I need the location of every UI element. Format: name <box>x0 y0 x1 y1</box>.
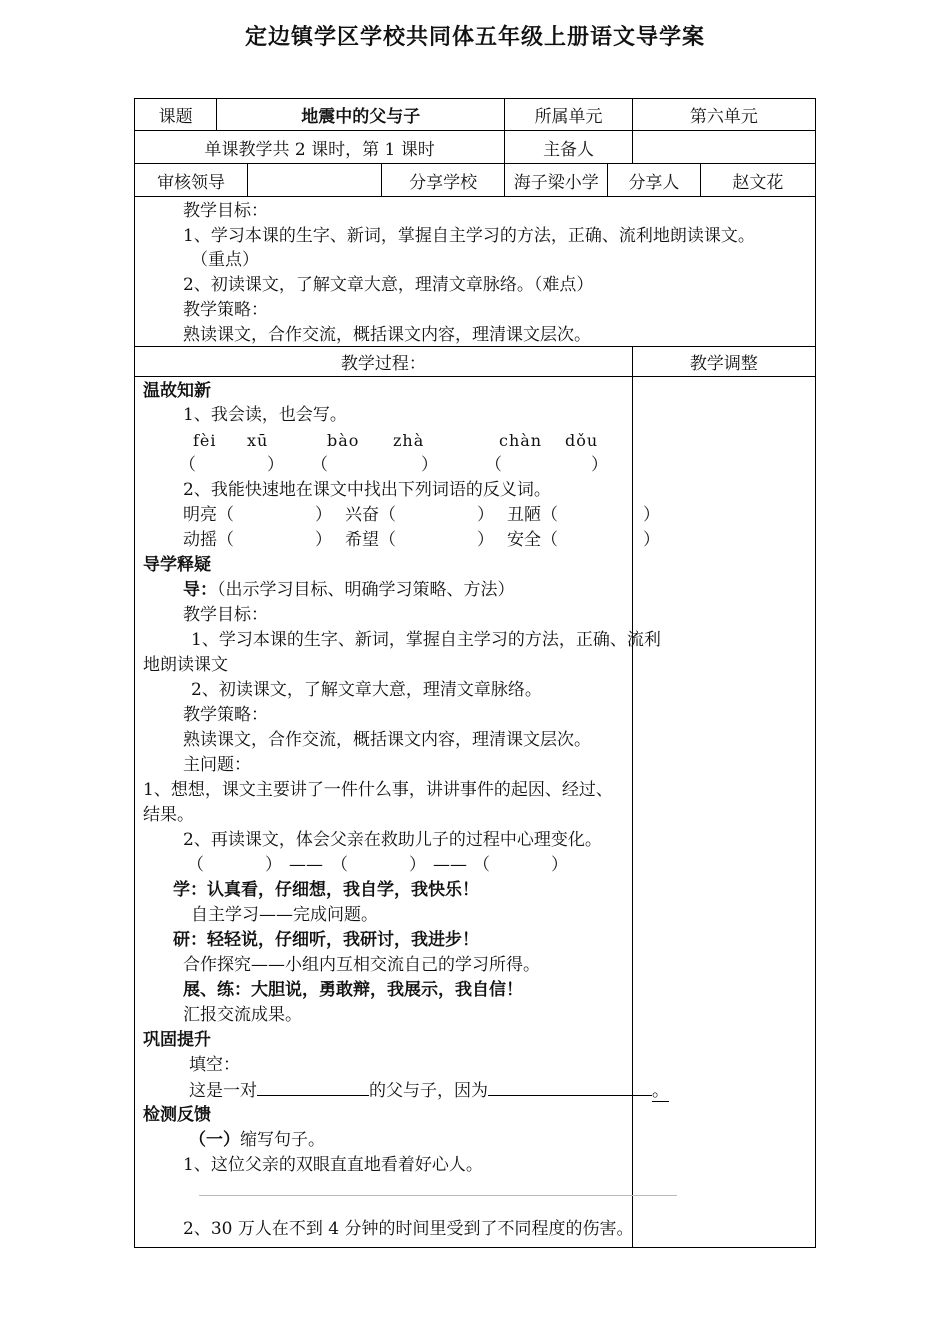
test-sub-1-label: （一） <box>189 1130 240 1150</box>
review-item-1: 1、我会读，也会写。 <box>183 405 347 425</box>
blank-open-2: （ <box>311 455 328 475</box>
guide-strategy-text: 熟读课文，合作交流，概括课文内容，理清课文层次。 <box>183 730 591 750</box>
unit-label: 所属单元 <box>505 99 633 131</box>
guide-text: （出示学习目标、明确学习策略、方法） <box>217 580 515 600</box>
fill-text-b: 的父与子，因为 <box>369 1081 488 1101</box>
antonym-mingliang: 明亮（ <box>183 505 234 525</box>
process-header: 教学过程： <box>135 347 633 377</box>
session-info: 单课教学共 2 课时，第 1 课时 <box>135 131 505 164</box>
antonym-anquan: 安全（ <box>507 530 558 550</box>
pinyin-chan: chàn <box>499 431 543 450</box>
antonym-close: ） <box>315 505 332 525</box>
research-text: 合作探究——小组内互相交流自己的学习所得。 <box>183 955 540 975</box>
antonym-xiwang: 希望（ <box>345 530 396 550</box>
blank-open-b: （ <box>331 855 348 875</box>
antonym-close: ） <box>643 530 660 550</box>
lesson-plan-table <box>134 98 816 1248</box>
antonym-dongyao: 动摇（ <box>183 530 234 550</box>
header-row-2 <box>135 131 816 164</box>
reviewer-label: 审核领导 <box>135 164 248 197</box>
dash-2: —— <box>433 855 467 875</box>
test-sub-1 <box>189 1128 325 1152</box>
blank-open-1: （ <box>179 455 196 475</box>
pinyin-dou: dǒu <box>565 431 599 450</box>
section-consolidate: 巩固提升 <box>143 1030 211 1050</box>
antonym-choulou: 丑陋（ <box>507 505 558 525</box>
blank-close-b: ） <box>409 855 426 875</box>
test-sub-1-text: 缩写句子。 <box>240 1130 325 1150</box>
pinyin-fei: fèi <box>193 431 217 450</box>
antonym-close: ） <box>643 505 660 525</box>
fill-blank-1[interactable] <box>257 1077 369 1096</box>
header-row-1 <box>135 99 816 131</box>
strategy-heading: 教学策略： <box>183 300 268 320</box>
topic-value: 地震中的父与子 <box>217 99 505 131</box>
blank-open-3: （ <box>485 455 502 475</box>
guide-goal-1: 1、学习本课的生字、新词，掌握自主学习的方法，正确、流利 <box>191 630 661 650</box>
antonym-close: ） <box>315 530 332 550</box>
section-review: 温故知新 <box>143 381 211 401</box>
guide-goal-2: 2、初读课文，了解文章大意，理清文章脉络。 <box>191 680 542 700</box>
section-guide: 导学释疑 <box>143 555 211 575</box>
guide-label: 导： <box>183 580 217 600</box>
strategy-text: 熟读课文，合作交流，概括课文内容，理清课文层次。 <box>183 325 591 345</box>
goal-1-note: （重点） <box>191 250 259 270</box>
dash-1: —— <box>289 855 323 875</box>
guide-goals-heading: 教学目标： <box>183 605 268 625</box>
section-test: 检测反馈 <box>143 1105 211 1125</box>
blank-open-a: （ <box>187 855 204 875</box>
goals-box <box>135 197 816 347</box>
topic-label: 课题 <box>135 99 217 131</box>
antonym-xingfen: 兴奋（ <box>345 505 396 525</box>
pinyin-xu: xū <box>247 431 269 450</box>
test-item-2: 2、30 万人在不到 4 分钟的时间里受到了不同程度的伤害。 <box>183 1219 634 1239</box>
preparer-label: 主备人 <box>505 131 633 164</box>
research-heading: 研：轻轻说，仔细听，我研讨，我进步！ <box>173 930 479 950</box>
adjustment-header: 教学调整 <box>632 347 815 377</box>
fill-end: 。 <box>652 1081 669 1101</box>
guide-goal-1-cont: 地朗读课文 <box>143 655 228 675</box>
fill-blank-2[interactable] <box>488 1077 652 1096</box>
main-question-heading: 主问题： <box>183 755 251 775</box>
fill-heading: 填空： <box>189 1055 240 1075</box>
unit-value: 第六单元 <box>632 99 815 131</box>
preparer-value <box>632 131 815 164</box>
school-value: 海子梁小学 <box>505 164 608 197</box>
test-item-1: 1、这位父亲的双眼直直地看着好心人。 <box>183 1155 483 1175</box>
sharer-value: 赵文花 <box>700 164 815 197</box>
fill-text-a: 这是一对 <box>189 1081 257 1101</box>
guide-line <box>183 578 515 602</box>
self-study-text: 自主学习——完成问题。 <box>191 905 378 925</box>
antonym-close: ） <box>477 505 494 525</box>
document-title: 定边镇学区学校共同体五年级上册语文导学案 <box>244 25 705 50</box>
header-row-3 <box>135 164 816 197</box>
blank-close-c: ） <box>551 855 568 875</box>
present-heading: 展、练：大胆说，勇敢辩，我展示，我自信！ <box>183 980 523 1000</box>
blank-close-2: ） <box>421 455 438 475</box>
pinyin-zha: zhà <box>393 431 425 450</box>
answer-line[interactable] <box>199 1195 677 1196</box>
question-2: 2、再读课文，体会父亲在救助儿子的过程中心理变化。 <box>183 830 602 850</box>
fill-line <box>189 1077 669 1103</box>
blank-close-3: ） <box>591 455 608 475</box>
self-study-heading: 学：认真看，仔细想，我自学，我快乐！ <box>173 880 479 900</box>
goal-2: 2、初读课文，了解文章大意，理清文章脉络。（难点） <box>183 275 594 295</box>
blank-close-1: ） <box>267 455 284 475</box>
pinyin-bao: bào <box>327 431 360 450</box>
goals-heading: 教学目标： <box>183 201 268 221</box>
review-item-2: 2、我能快速地在课文中找出下列词语的反义词。 <box>183 480 551 500</box>
process-content <box>135 377 669 1248</box>
school-label: 分享学校 <box>381 164 504 197</box>
question-1: 1、想想，课文主要讲了一件什么事，讲讲事件的起因、经过、 <box>143 780 613 800</box>
guide-strategy-heading: 教学策略： <box>183 705 268 725</box>
process-header-row <box>135 347 816 377</box>
sharer-label: 分享人 <box>608 164 701 197</box>
reviewer-value <box>248 164 382 197</box>
blank-open-c: （ <box>473 855 490 875</box>
question-1-cont: 结果。 <box>143 805 194 825</box>
blank-close-a: ） <box>265 855 282 875</box>
present-text: 汇报交流成果。 <box>183 1005 302 1025</box>
antonym-close: ） <box>477 530 494 550</box>
goal-1: 1、学习本课的生字、新词，掌握自主学习的方法，正确、流利地朗读课文。 <box>183 226 755 246</box>
